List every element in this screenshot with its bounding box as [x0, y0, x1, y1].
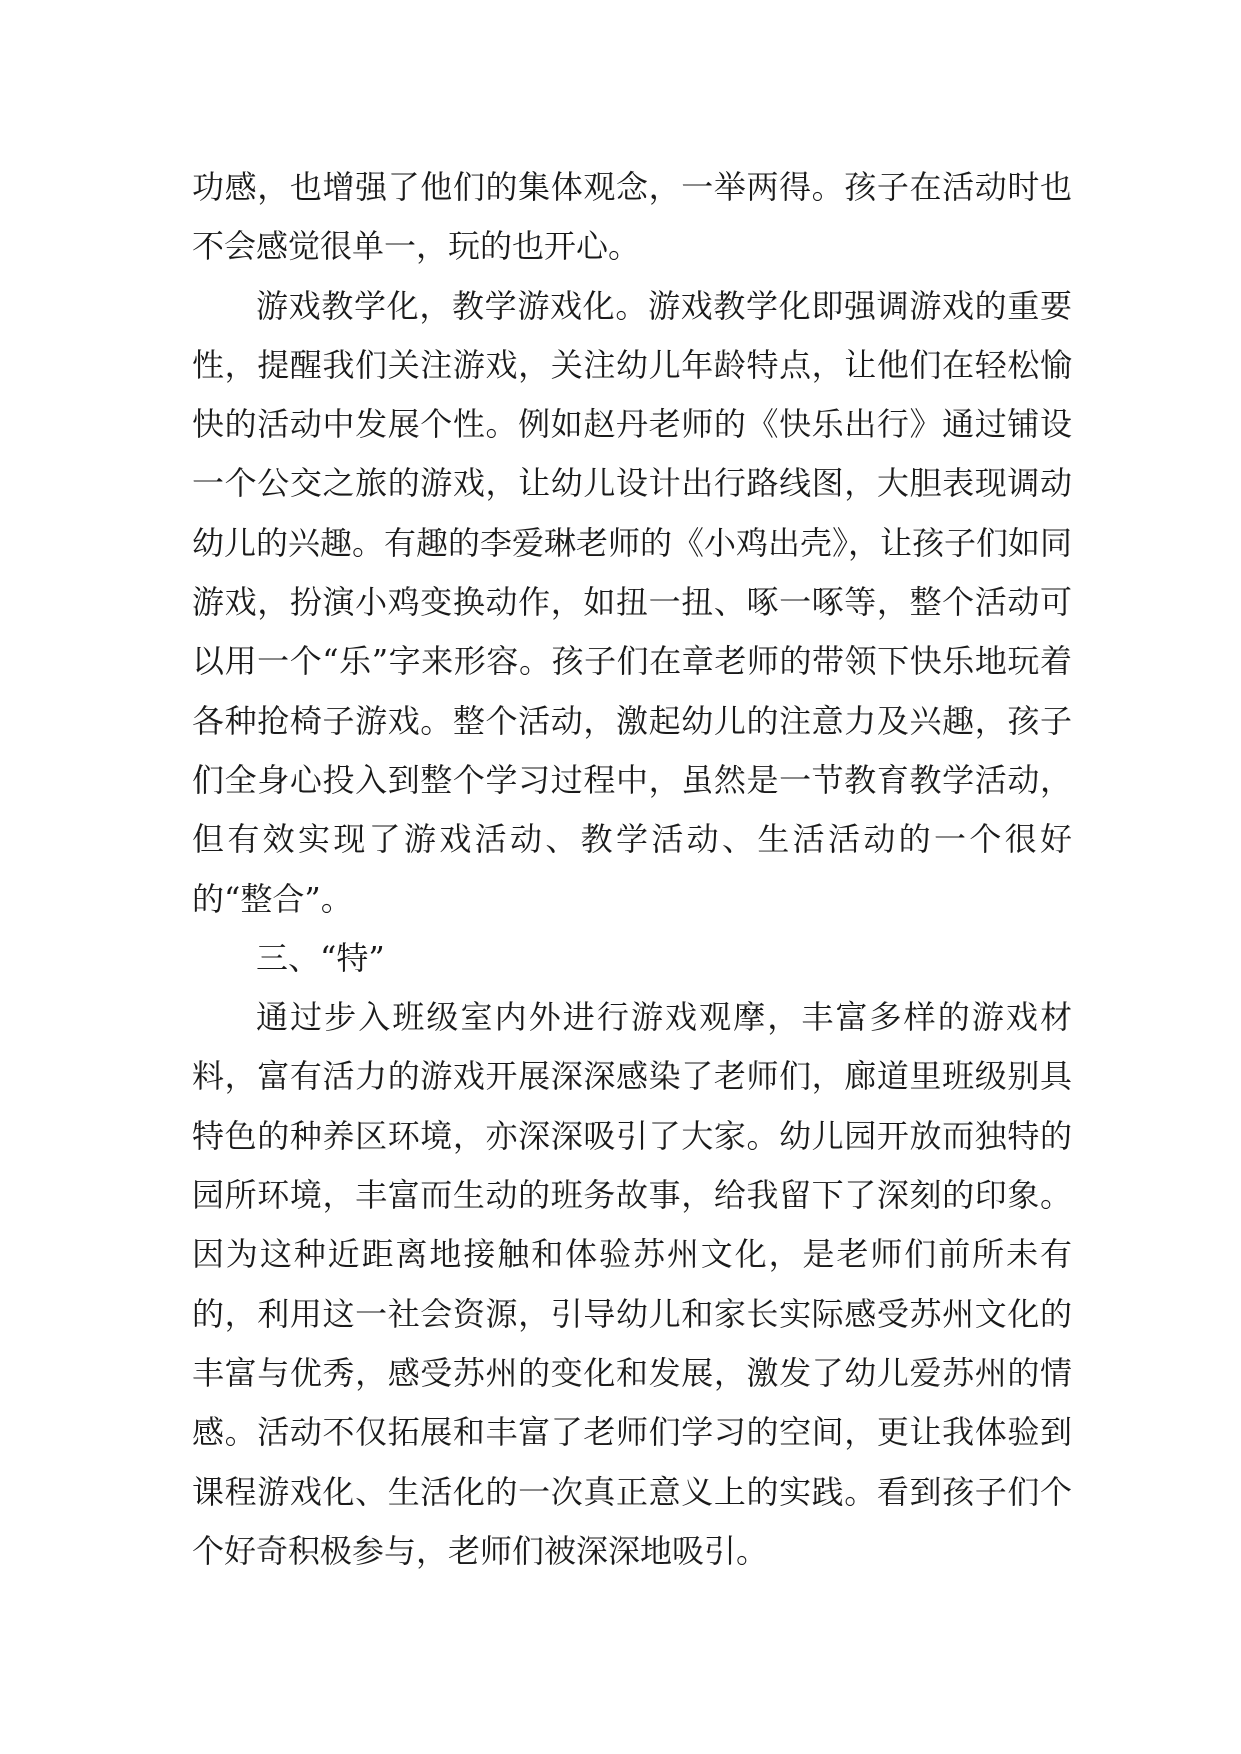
paragraph-observation: 通过步入班级室内外进行游戏观摩，丰富多样的游戏材料，富有活力的游戏开展深深感染了老师们，廊道里班级别具特色的种养区环境，亦深深吸引了大家。幼儿园开放而独特的园所环境，丰富而生动的班务故事，给我留下了深刻的印象。因为这种近距离地接触和体验苏州文化，是老师们前所未有的，利用这一社会资源，引导幼儿和家长实际感受苏州文化的丰富与优秀，感受苏州的变化和发展，激发了幼儿爱苏州的情感。活动不仅拓展和丰富了老师们学习的空间，更让我体验到课程游戏化、生活化的一次真正意义上的实践。看到孩子们个个好奇积极参与，老师们被深深地吸引。 [192, 998, 1072, 1570]
paragraph-game-teaching: 游戏教学化，教学游戏化。游戏教学化即强调游戏的重要性，提醒我们关注游戏，关注幼儿年龄特点，让他们在轻松愉快的活动中发展个性。例如赵丹老师的《快乐出行》通过铺设一个公交之旅的游戏，让幼儿设计出行路线图，大胆表现调动幼儿的兴趣。有趣的李爱琳老师的《小鸡出壳》，让孩子们如同游戏，扮演小鸡变换动作，如扭一扭、啄一啄等，整个活动可以用一个“乐”字来形容。孩子们在章老师的带领下快乐地玩着各种抢椅子游戏。整个活动，激起幼儿的注意力及兴趣，孩子们全身心投入到整个学习过程中，虽然是一节教育教学活动，但有效实现了游戏活动、教学活动、生活活动的一个很好的“整合”。 [192, 286, 1073, 918]
paragraph-continuation: 功感，也增强了他们的集体观念，一举两得。孩子在活动时也不会感觉很单一，玩的也开心。 [192, 168, 1072, 266]
section-heading-te: 三、“特” [256, 938, 385, 977]
document-body [192, 158, 1072, 1581]
